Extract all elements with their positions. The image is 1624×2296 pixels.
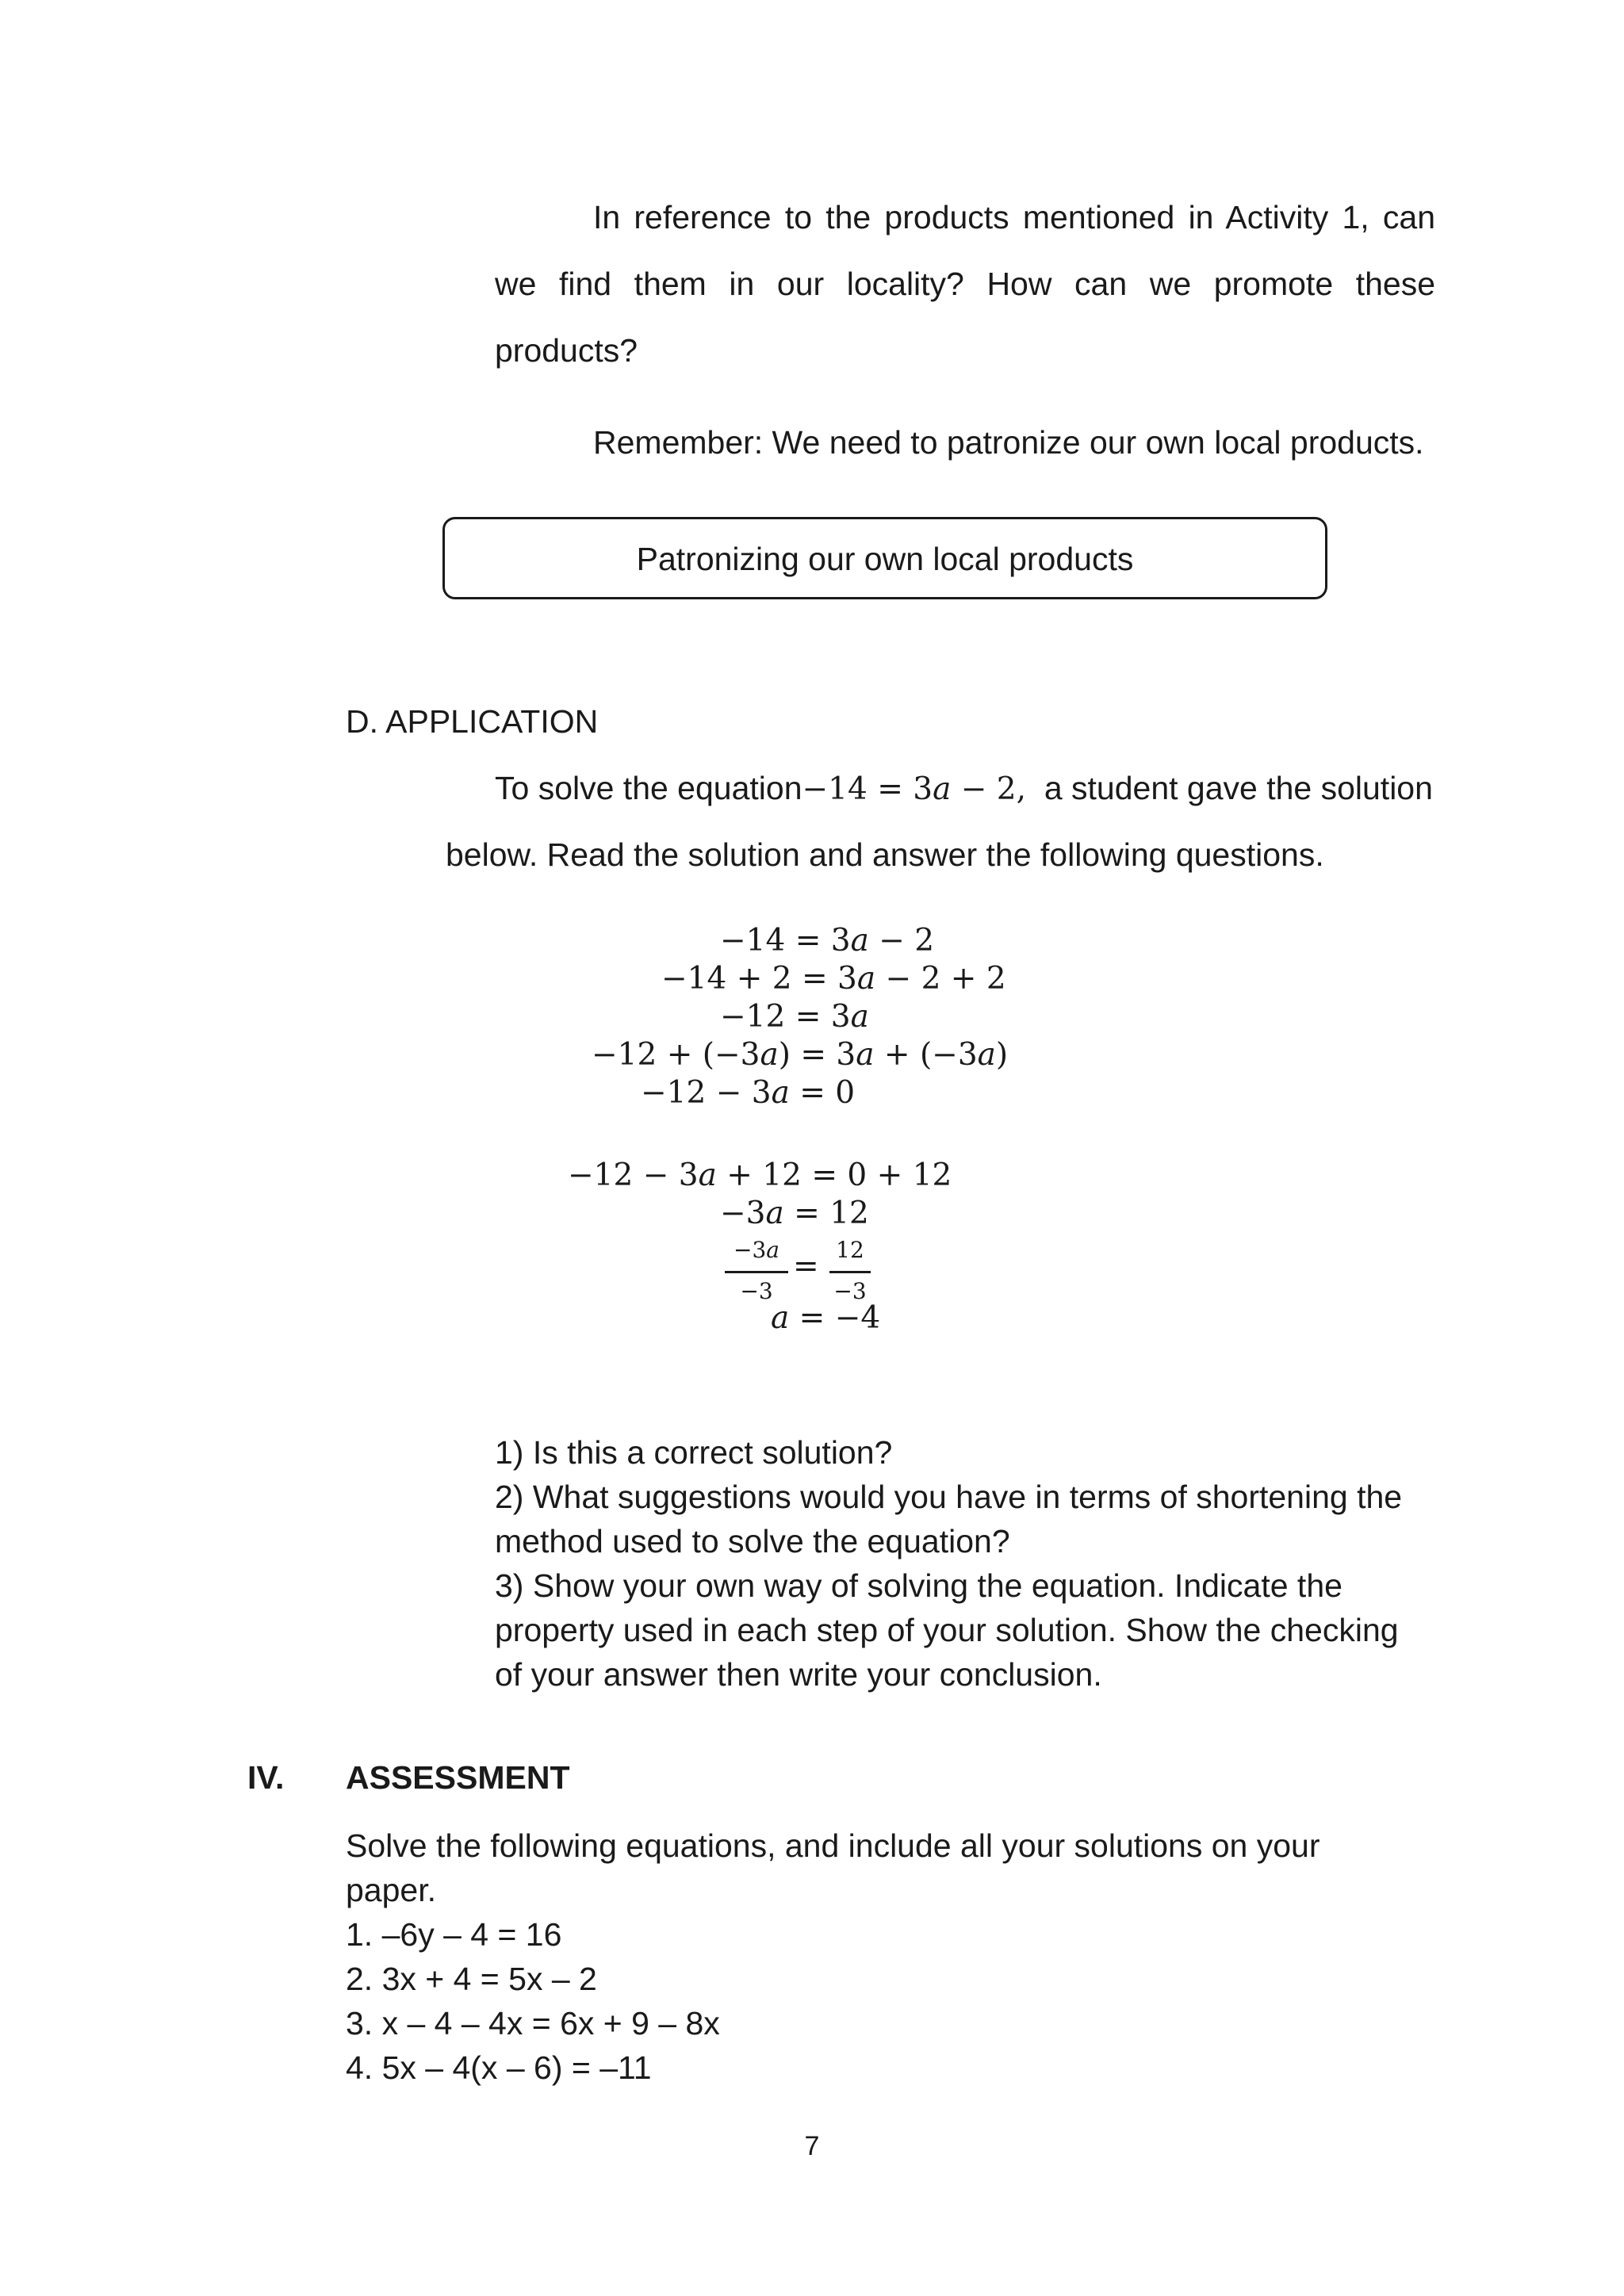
patronize-box-label: Patronizing our own local products xyxy=(636,541,1134,577)
fraction-right-numerator: 12 xyxy=(836,1237,864,1263)
intro-line-2: we find them in our locality? How can we promote these xyxy=(495,266,1435,302)
question-3-line-3: of your answer then write your conclusion. xyxy=(495,1656,1102,1693)
solution-step-1: −14 = 3𝑎 − 2 xyxy=(720,923,935,959)
application-para-line-1 xyxy=(495,769,1433,809)
fraction-equals: = xyxy=(793,1249,819,1284)
para-equation: −14 = 3𝑎 − 2, xyxy=(802,771,1027,807)
assessment-item-3: 3. x – 4 – 4x = 6x + 9 – 8x xyxy=(346,2005,720,2042)
page-number: 7 xyxy=(804,2131,820,2161)
para-suffix: a student gave the solution xyxy=(1044,770,1433,806)
assessment-number: IV. xyxy=(247,1759,285,1796)
remember-note: Remember: We need to patronize our own local products. xyxy=(593,424,1424,461)
question-2-line-2: method used to solve the equation? xyxy=(495,1523,1010,1559)
assessment-item-4: 4. 5x – 4(x – 6) = –11 xyxy=(346,2049,652,2086)
fraction-right-bar xyxy=(829,1271,871,1273)
assessment-instruction-line-2: paper. xyxy=(346,1872,436,1908)
assessment-instruction-line-1: Solve the following equations, and include all your solutions on your xyxy=(346,1827,1320,1864)
solution-step-3: −12 = 3𝑎 xyxy=(720,999,869,1035)
assessment-item-2: 2. 3x + 4 = 5x – 2 xyxy=(346,1961,597,1997)
solution-step-7: −3𝑎 = 12 xyxy=(720,1196,869,1231)
solution-step-5: −12 − 3𝑎 = 0 xyxy=(641,1075,856,1111)
solution-final-step: 𝑎 = −4 xyxy=(771,1300,881,1336)
fraction-left-bar xyxy=(725,1271,788,1273)
fraction-right-denominator: −3 xyxy=(833,1278,867,1304)
assessment-item-1: 1. –6y – 4 = 16 xyxy=(346,1916,562,1953)
question-1: 1) Is this a correct solution? xyxy=(495,1434,893,1471)
question-3-line-1: 3) Show your own way of solving the equation. Indicate the xyxy=(495,1567,1342,1604)
solution-step-6: −12 − 3𝑎 + 12 = 0 + 12 xyxy=(568,1158,952,1193)
para-prefix: To solve the equation xyxy=(495,770,802,806)
question-2-line-1: 2) What suggestions would you have in terms of shortening the xyxy=(495,1479,1403,1515)
application-para-line-2: below. Read the solution and answer the following questions. xyxy=(446,836,1324,873)
question-3-line-2: property used in each step of your solution. Show the checking xyxy=(495,1612,1399,1648)
solution-step-2: −14 + 2 = 3𝑎 − 2 + 2 xyxy=(661,961,1006,997)
solution-step-4: −12 + (−3𝑎) = 3𝑎 + (−3𝑎) xyxy=(592,1037,1009,1073)
assessment-title: ASSESSMENT xyxy=(346,1759,570,1796)
fraction-left-numerator: −3𝑎 xyxy=(733,1237,779,1263)
fraction-left-denominator: −3 xyxy=(740,1278,773,1304)
intro-line-3: products? xyxy=(495,332,638,369)
application-heading: D. APPLICATION xyxy=(346,703,599,740)
patronize-box xyxy=(442,517,1327,599)
intro-line-1: In reference to the products mentioned in Activity 1, can xyxy=(593,199,1435,235)
